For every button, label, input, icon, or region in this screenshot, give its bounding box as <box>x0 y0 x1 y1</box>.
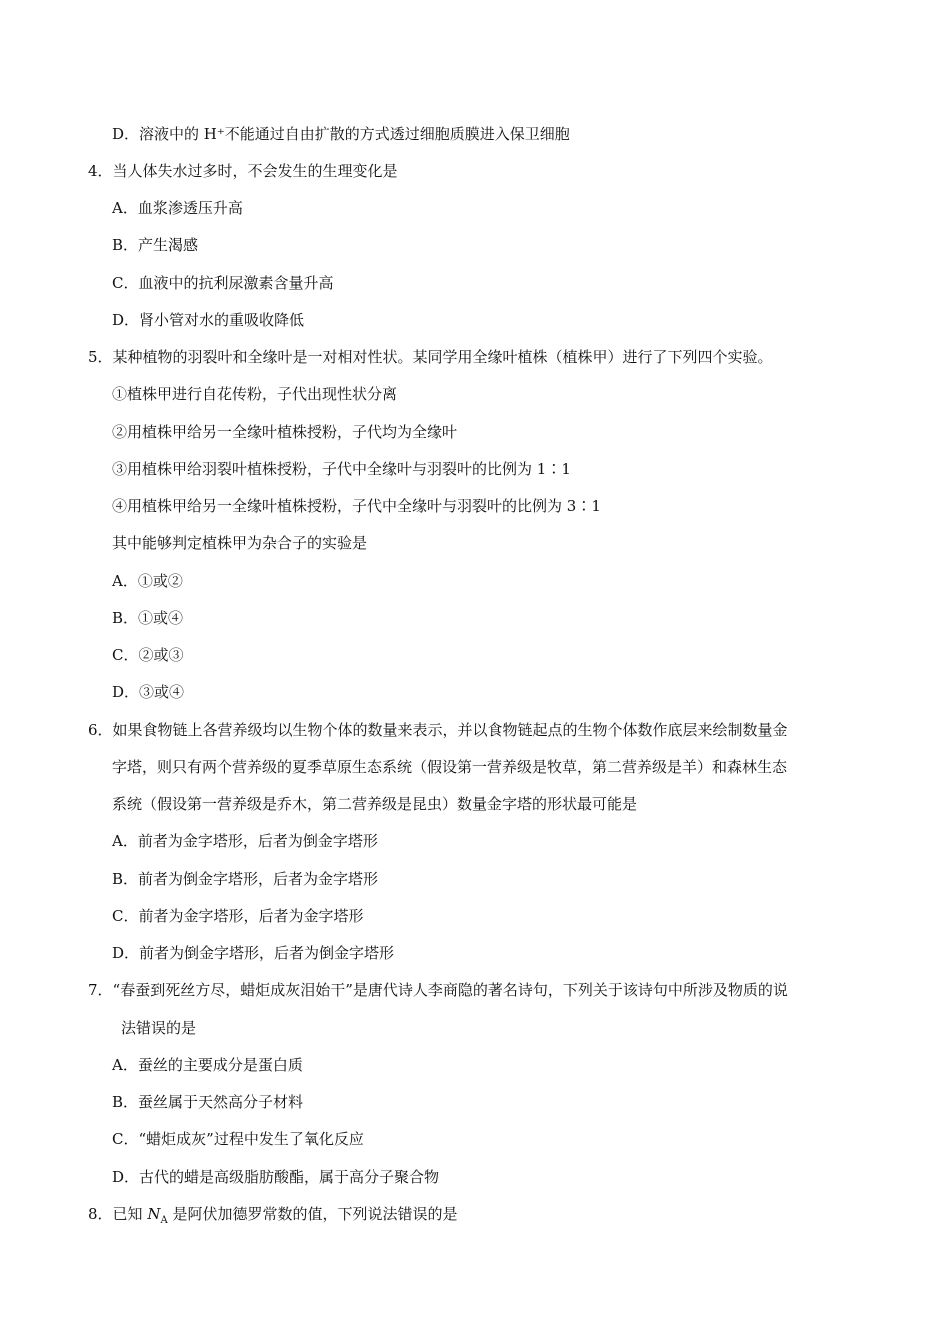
q6-option-b: B．前者为倒金字塔形，后者为金字塔形 <box>112 870 379 888</box>
q6-option-a: A．前者为金字塔形，后者为倒金字塔形 <box>112 832 378 850</box>
q6-stem-line-2: 字塔，则只有两个营养级的夏季草原生态系统（假设第一营养级是牧草，第二营养级是羊）和森林生态 <box>112 758 788 776</box>
q8-stem-suffix: 是阿伏加德罗常数的值，下列说法错误的是 <box>167 1205 458 1223</box>
q5-option-d: D．③或④ <box>112 683 185 701</box>
q4-option-b: B．产生渴感 <box>112 236 199 254</box>
q4-option-c: C．血液中的抗利尿激素含量升高 <box>112 274 334 292</box>
q5-option-a: A．①或② <box>112 572 183 590</box>
q8-stem <box>88 1204 457 1227</box>
q5-experiment-2: ②用植株甲给另一全缘叶植株授粉，子代均为全缘叶 <box>112 423 458 441</box>
q7-option-c: C．“蜡炬成灰”过程中发生了氧化反应 <box>112 1130 364 1148</box>
q8-stem-prefix: 8．已知 <box>88 1205 148 1223</box>
q4-option-a: A．血浆渗透压升高 <box>112 199 243 217</box>
q5-option-b: B．①或④ <box>112 609 184 627</box>
q5-option-c: C．②或③ <box>112 646 184 664</box>
q5-experiment-4: ④用植株甲给另一全缘叶植株授粉，子代中全缘叶与羽裂叶的比例为 3∶1 <box>112 497 601 515</box>
q7-stem-line-2: 法错误的是 <box>121 1019 197 1037</box>
q5-stem: 5．某种植物的羽裂叶和全缘叶是一对相对性状。某同学用全缘叶植株（植株甲）进行了下列四个实验。 <box>88 348 773 366</box>
q7-option-b: B．蚕丝属于天然高分子材料 <box>112 1093 304 1111</box>
q7-option-a: A．蚕丝的主要成分是蛋白质 <box>112 1056 303 1074</box>
q7-stem-line-1: 7．“春蚕到死丝方尽，蜡炬成灰泪始干”是唐代诗人李商隐的著名诗句，下列关于该诗句中所涉及物质的说 <box>88 981 788 999</box>
q6-option-d: D．前者为倒金字塔形，后者为倒金字塔形 <box>112 944 395 962</box>
q7-option-d: D．古代的蜡是高级脂肪酸酯，属于高分子聚合物 <box>112 1168 440 1186</box>
q5-question: 其中能够判定植株甲为杂合子的实验是 <box>112 534 368 552</box>
q5-experiment-3: ③用植株甲给羽裂叶植株授粉，子代中全缘叶与羽裂叶的比例为 1∶1 <box>112 460 571 478</box>
avogadro-symbol: N <box>147 1205 161 1223</box>
q6-option-c: C．前者为金字塔形，后者为金字塔形 <box>112 907 364 925</box>
q4-option-d: D．肾小管对水的重吸收降低 <box>112 311 305 329</box>
q3-option-d: D．溶液中的 H⁺不能通过自由扩散的方式透过细胞质膜进入保卫细胞 <box>112 125 570 143</box>
avogadro-subscript: A <box>160 1215 168 1226</box>
q4-stem: 4．当人体失水过多时，不会发生的生理变化是 <box>88 162 398 180</box>
q5-experiment-1: ①植株甲进行自花传粉，子代出现性状分离 <box>112 385 398 403</box>
q6-stem-line-1: 6．如果食物链上各营养级均以生物个体的数量来表示，并以食物链起点的生物个体数作底层来绘制数量金 <box>88 721 788 739</box>
q6-stem-line-3: 系统（假设第一营养级是乔木，第二营养级是昆虫）数量金字塔的形状最可能是 <box>112 795 638 813</box>
